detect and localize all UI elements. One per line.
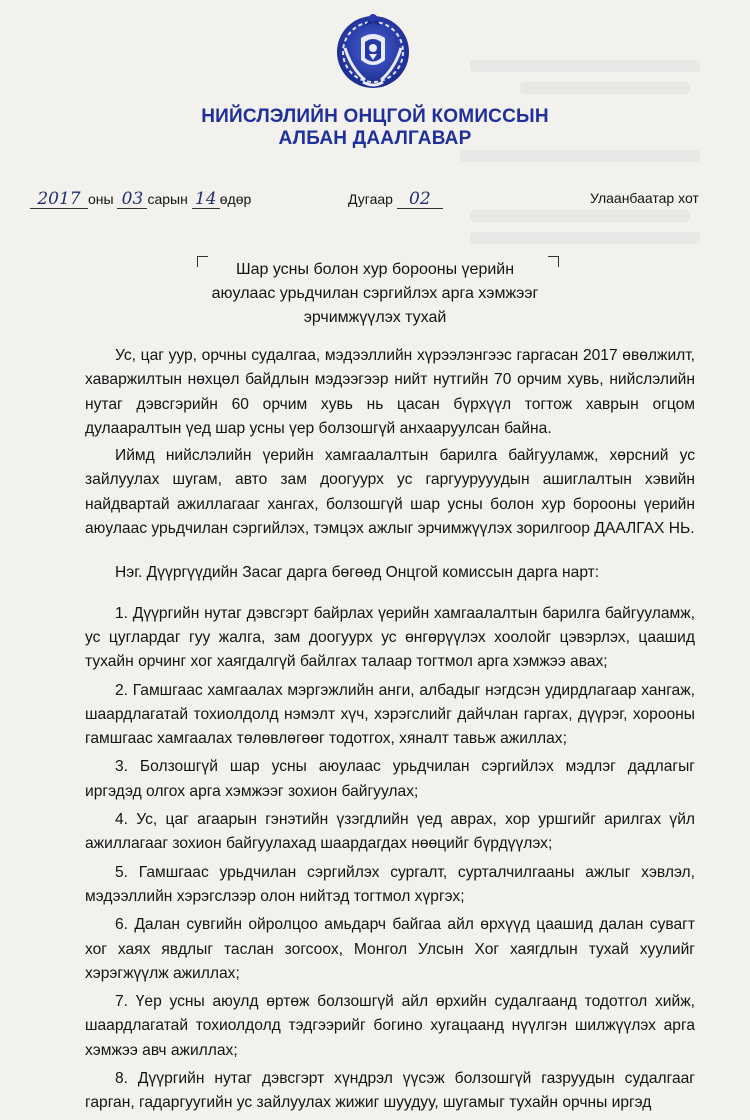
subject-line2: аюулаас урьдчилан сэргийлэх арга хэмжээг bbox=[211, 285, 539, 302]
number-value: 02 bbox=[397, 190, 443, 209]
document-body bbox=[85, 344, 695, 1120]
document-number bbox=[348, 190, 443, 209]
date-line bbox=[30, 190, 251, 209]
date-month-suffix: сарын bbox=[147, 191, 188, 207]
date-year: 2017 bbox=[30, 190, 88, 209]
list-item: 6. Далан сувгийн ойролцоо амьдарч байгаа айл өрхүүд цаашид далан сувагт хог хаях явдлыг таслан зогсоох, Монгол Улсын Хог хаягдлын тухай хуулийг хэрэгжүүлж ажиллах; bbox=[85, 916, 695, 982]
list-item: 8. Дүүргийн нутаг дэвсгэрт хүндрэл үүсэж болзошгүй газруудын судалгааг гарган, гадаргуугийн ус зайлуулах жижиг шуудуу, шугамыг тухайн орчны иргэд bbox=[85, 1070, 695, 1112]
org-name-line1: НИЙСЛЭЛИЙН ОНЦГОЙ КОМИССЫН bbox=[201, 106, 549, 127]
list-item: 7. Үер усны аюулд өртөж болзошгүй айл өрхийн судалгаанд тодотгол хийж, шаардлагатай тохиолдолд тэдгээрийг богино хугацаанд нүүлгэн шилжүүлэх арга хэмжээ авч ажиллах; bbox=[85, 993, 695, 1059]
list-item: 5. Гамшгаас урьдчилан сэргийлэх сургалт, сурталчилгааны ажлыг хэвлэл, мэдээллийн хэрэгслээр олон нийтэд тогтмол хүргэх; bbox=[85, 863, 695, 905]
subject-line3: эрчимжүүлэх тухай bbox=[303, 309, 447, 326]
date-month: 03 bbox=[117, 190, 147, 209]
subject-line1: Шар усны болон хур борооны үерийн bbox=[235, 261, 515, 278]
paragraph-1: Ус, цаг уур, орчны судалгаа, мэдээллийн хүрээлэнгээс гаргасан 2017 өвөлжилт, хаваржилтын нөхцөл байдлын мэдээгээр нийт нутгийн 70 орчим хувь, нийслэлийн нутаг дэвсгэрийн 60 орчим хувь нь цасан бүрхүүл тогтож хаврын огцом дулааралтын үед шар усны үер болзошгүй анхааруулсан байна. bbox=[85, 347, 695, 437]
list-item: 2. Гамшгаас хамгаалах мэргэжлийн анги, албадыг нэгдсэн удирдлагаар хангаж, шаардлагатай тохиолдолд нэмэлт хүч, хэрэгслийг дайчлан гаргах, дүүрэг, хорооны гамшгаас хамгаалах төлөвлөгөөг тодотгох, хяналт тавьж ажиллах; bbox=[85, 681, 695, 748]
date-day-suffix: өдөр bbox=[219, 191, 252, 207]
state-emblem-icon bbox=[331, 8, 415, 92]
paragraph-2: Иймд нийслэлийн үерийн хамгаалалтын барилга байгууламж, хөрсний ус зайлуулах шугам, авто зам доогуурх ус гаргуурууудын ашиглалтын хэвийн найдвартай ажиллагааг хангах, болзошгүй шар усны болон хур борооны үерийн аюулаас урьдчилан сэргийлэх, тэмцэх ажлыг эрчимжүүлэх зорилгоор ДААЛГАХ НЬ. bbox=[85, 447, 695, 538]
section-heading: Нэг. Дүүргүүдийн Засаг дарга бөгөөд Онцгой комиссын дарга нарт: bbox=[115, 564, 600, 582]
city-name: Улаанбаатар хот bbox=[590, 190, 699, 206]
number-label: Дугаар bbox=[348, 191, 393, 207]
date-year-suffix: оны bbox=[88, 191, 114, 207]
org-name-line2: АЛБАН ДААЛГАВАР bbox=[278, 128, 472, 149]
list-item: 1. Дүүргийн нутаг дэвсгэрт байрлах үерийн хамгаалалтын барилга байгууламж, ус цуглардаг гуу жалга, зам доогуурх ус өнгөрүүлэх хоолойг цэвэрлэх, цаашид тухайн орчинг хог хаягдалгүй байлгах талаар тогтмол арга хэмжээ авах; bbox=[85, 604, 695, 671]
date-day: 14 bbox=[192, 190, 220, 209]
list-item: 4. Ус, цаг агаарын гэнэтийн үзэгдлийн үед аврах, хор уршгийг арилгах үйл ажиллагааг зохион байгуулахад шаардагдах нөөцийг бүрдүүлэх; bbox=[85, 811, 695, 853]
list-item: 3. Болзошгүй шар усны аюулаас урьдчилан сэргийлэх мэдлэг дадлагыг иргэдэд олгох арга хэмжээг зохион байгуулах; bbox=[85, 758, 695, 800]
